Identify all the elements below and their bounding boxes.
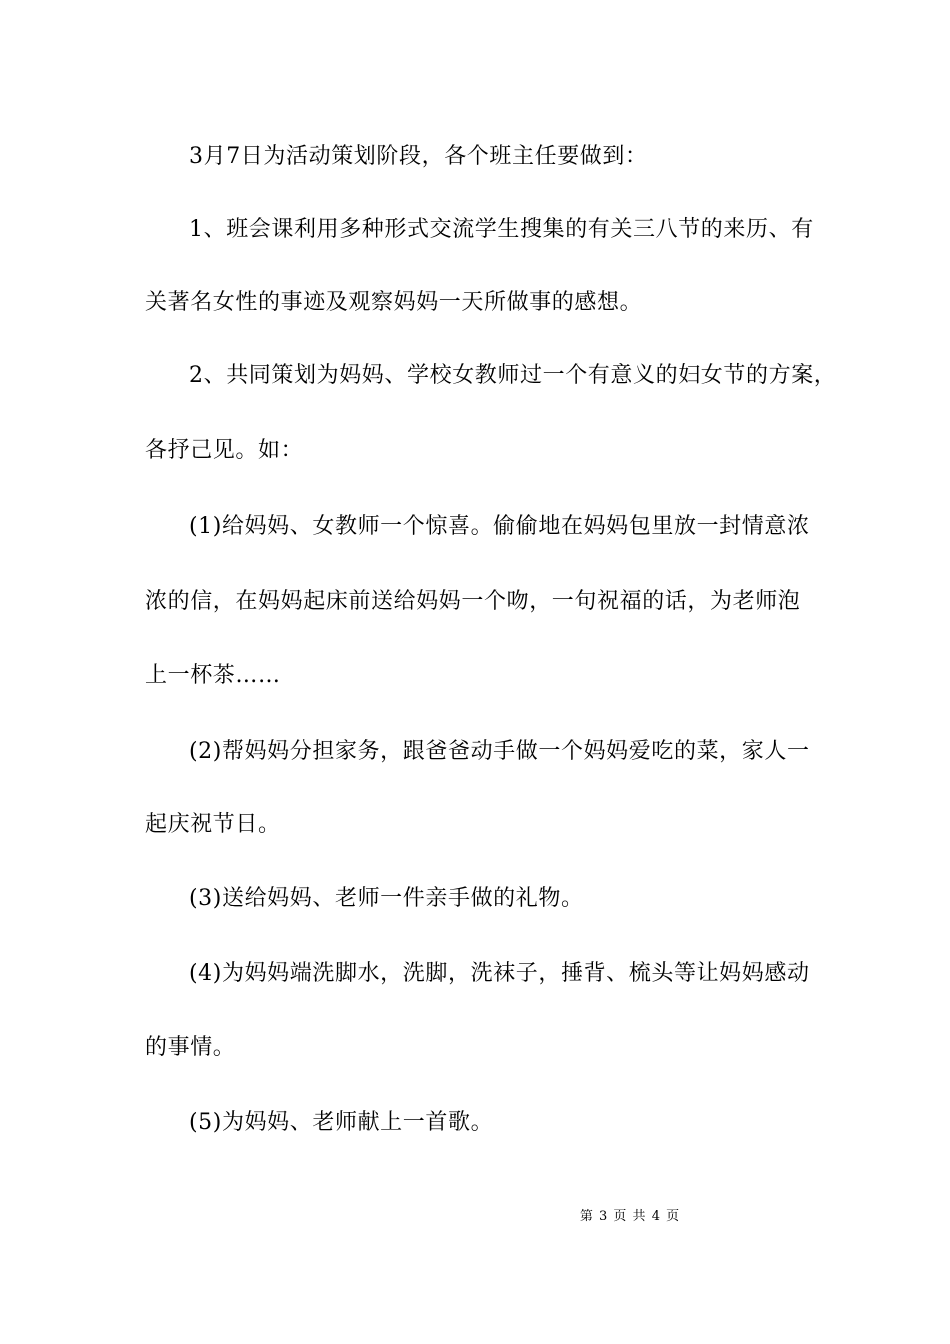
paragraph-line: 关著名女性的事迹及观察妈妈一天所做事的感想。 bbox=[145, 290, 643, 315]
paragraph-line: 浓的信，在妈妈起床前送给妈妈一个吻，一句祝福的话，为老师泡 bbox=[145, 589, 801, 614]
paragraph-line: 1、班会课利用多种形式交流学生搜集的有关三八节的来历、有 bbox=[189, 217, 814, 242]
paragraph-line: (1)给妈妈、女教师一个惊喜。偷偷地在妈妈包里放一封情意浓 bbox=[189, 514, 810, 539]
paragraph-line: (3)送给妈妈、老师一件亲手做的礼物。 bbox=[189, 886, 584, 911]
paragraph-line: 起庆祝节日。 bbox=[145, 812, 281, 837]
paragraph-line: 的事情。 bbox=[145, 1035, 236, 1060]
paragraph-line: 2、共同策划为妈妈、学校女教师过一个有意义的妇女节的方案， bbox=[189, 363, 837, 388]
paragraph-line: (4)为妈妈端洗脚水，洗脚，洗袜子，捶背、梳头等让妈妈感动 bbox=[189, 961, 810, 986]
paragraph-line: 3月7日为活动策划阶段，各个班主任要做到： bbox=[189, 144, 648, 169]
page-number: 第 3 页 共 4 页 bbox=[579, 1209, 681, 1224]
paragraph-line: 各抒己见。如： bbox=[145, 438, 304, 463]
page-footer bbox=[0, 1208, 950, 1226]
paragraph-line: (5)为妈妈、老师献上一首歌。 bbox=[189, 1110, 494, 1135]
paragraph-line: (2)帮妈妈分担家务，跟爸爸动手做一个妈妈爱吃的菜，家人一 bbox=[189, 739, 810, 764]
paragraph-line: 上一杯茶…… bbox=[145, 663, 281, 688]
